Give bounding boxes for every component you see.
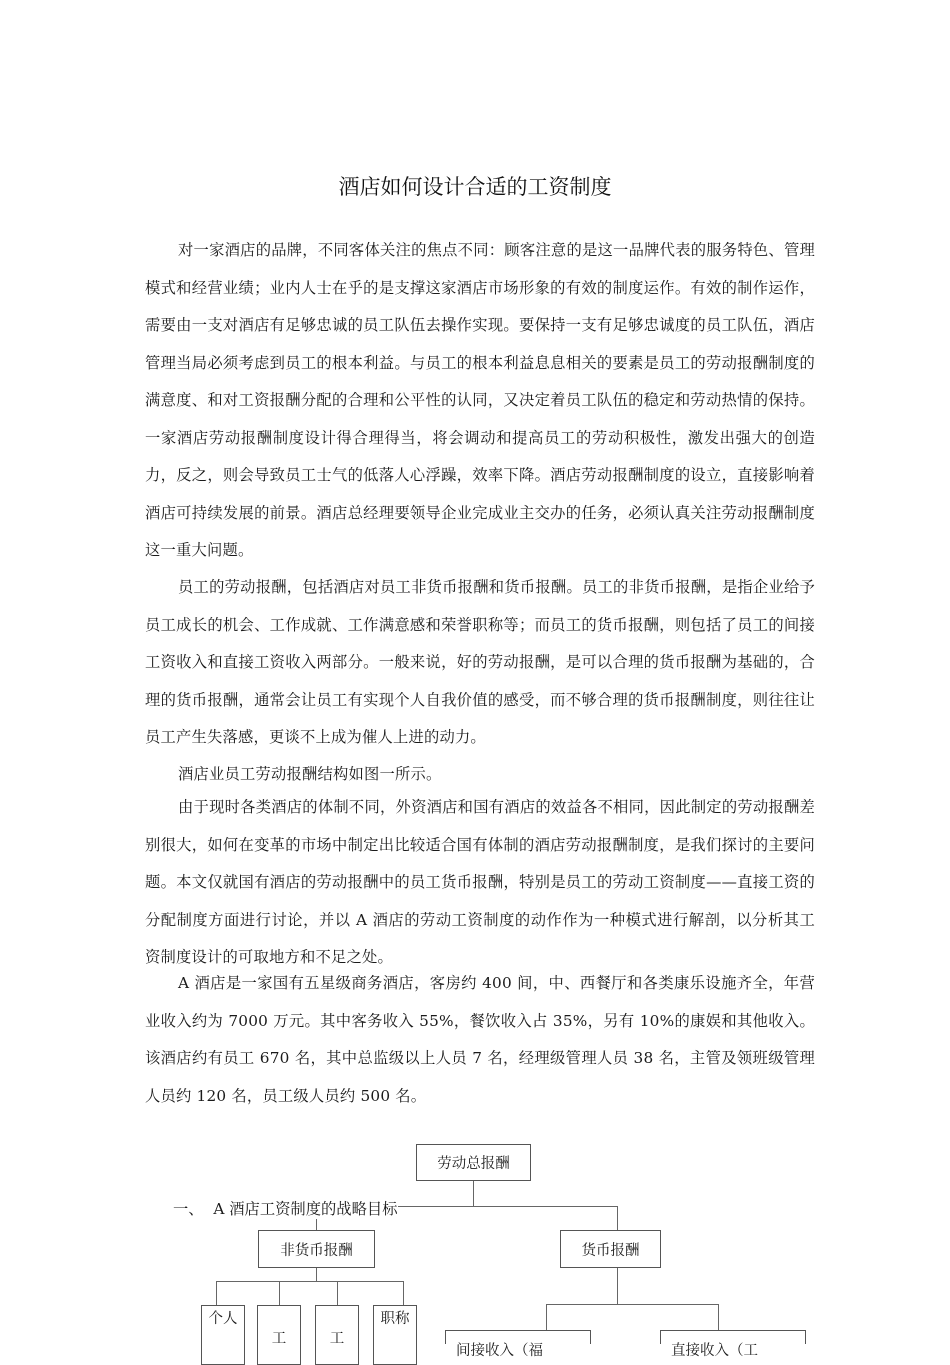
connector-line	[546, 1304, 718, 1305]
connector-line	[216, 1281, 217, 1305]
connector-line	[216, 1281, 403, 1282]
document-title: 酒店如何设计合适的工资制度	[338, 175, 612, 199]
connector-line	[617, 1267, 618, 1304]
connector-line	[337, 1281, 338, 1305]
non-monetary-item-box: 工	[257, 1305, 301, 1365]
non-monetary-compensation-box: 非货币报酬	[258, 1230, 375, 1268]
connector-line	[473, 1180, 474, 1206]
paragraph-brand-focus: 对一家酒店的品牌，不同客体关注的焦点不同：顾客注意的是这一品牌代表的服务特色、管理模式和经营业绩；业内人士在乎的是支撑这家酒店市场形象的有效的制度运作。有效的制作运作，需要由一支对酒店有足够忠诚的员工队伍去操作实现。要保持一支有足够忠诚度的员工队伍，酒店管理当局必须考虑到员工的根本利益。与员工的根本利益息息相关的要素是员工的劳动报酬制度的满意度、和对工资报酬分配的合理和公平性的认同，又决定着员工队伍的稳定和劳动热情的保持。一家酒店劳动报酬制度设计得合理得当，将会调动和提高员工的劳动积极性，激发出强大的创造力，反之，则会导致员工士气的低落人心浮躁，效率下降。酒店劳动报酬制度的设立，直接影响着酒店可持续发展的前景。酒店总经理要领导企业完成业主交办的任务，必须认真关注劳动报酬制度这一重大问题。	[145, 241, 815, 559]
paragraph-labor-compensation: 员工的劳动报酬，包括酒店对员工非货币报酬和货币报酬。员工的非货币报酬，是指企业给予员工成长的机会、工作成就、工作满意感和荣誉职称等；而员工的货币报酬，则包括了员工的间接工资收入和直接工资收入两部分。一般来说，好的劳动报酬，是可以合理的货币报酬为基础的，合理的货币报酬，通常会让员工有实现个人自我价值的感受，而不够合理的货币报酬制度，则往往让员工产生失落感，更谈不上成为催人上进的动力。	[145, 578, 815, 746]
monetary-compensation-box: 货币报酬	[560, 1230, 661, 1268]
paragraph-discussion-scope: 由于现时各类酒店的体制不同，外资酒店和国有酒店的效益各不相同，因此制定的劳动报酬差别很大，如何在变革的市场中制定出比较适合国有体制的酒店劳动报酬制度，是我们探讨的主要问题。本文仅就国有酒店的劳动报酬中的员工货币报酬，特别是员工的劳动工资制度——直接工资的分配制度方面进行讨论，并以 A 酒店的劳动工资制度的动作作为一种模式进行解剖，以分析其工资制度设计的可取地方和不足之处。	[145, 798, 815, 966]
non-monetary-item-box: 职称	[373, 1305, 417, 1365]
connector-line	[316, 1267, 317, 1281]
non-monetary-item-box: 个人	[201, 1305, 245, 1365]
section-heading: 一、 A 酒店工资制度的战略目标	[173, 1197, 398, 1219]
connector-line	[279, 1281, 280, 1305]
connector-line	[403, 1281, 404, 1305]
indirect-income-box: 间接收入（福	[445, 1330, 591, 1344]
paragraph-figure-reference: 酒店业员工劳动报酬结构如图一所示。	[178, 765, 442, 783]
paragraph-hotel-profile: A 酒店是一家国有五星级商务酒店，客房约 400 间，中、西餐厅和各类康乐设施齐全，年营业收入约为 7000 万元。其中客务收入 55%，餐饮收入占 35%，另有 10%的康娱和其他收入。该酒店约有员工 670 名，其中总监级以上人员 7 名，经理级管理人员 38 名，主管及领班级管理人员约 120 名，员工级人员约 500 名。	[145, 974, 815, 1105]
direct-income-box: 直接收入（工	[660, 1330, 806, 1344]
connector-line	[718, 1304, 719, 1330]
total-compensation-box: 劳动总报酬	[416, 1144, 531, 1181]
connector-line	[546, 1304, 547, 1330]
non-monetary-item-box: 工	[315, 1305, 359, 1365]
connector-line	[617, 1206, 618, 1230]
